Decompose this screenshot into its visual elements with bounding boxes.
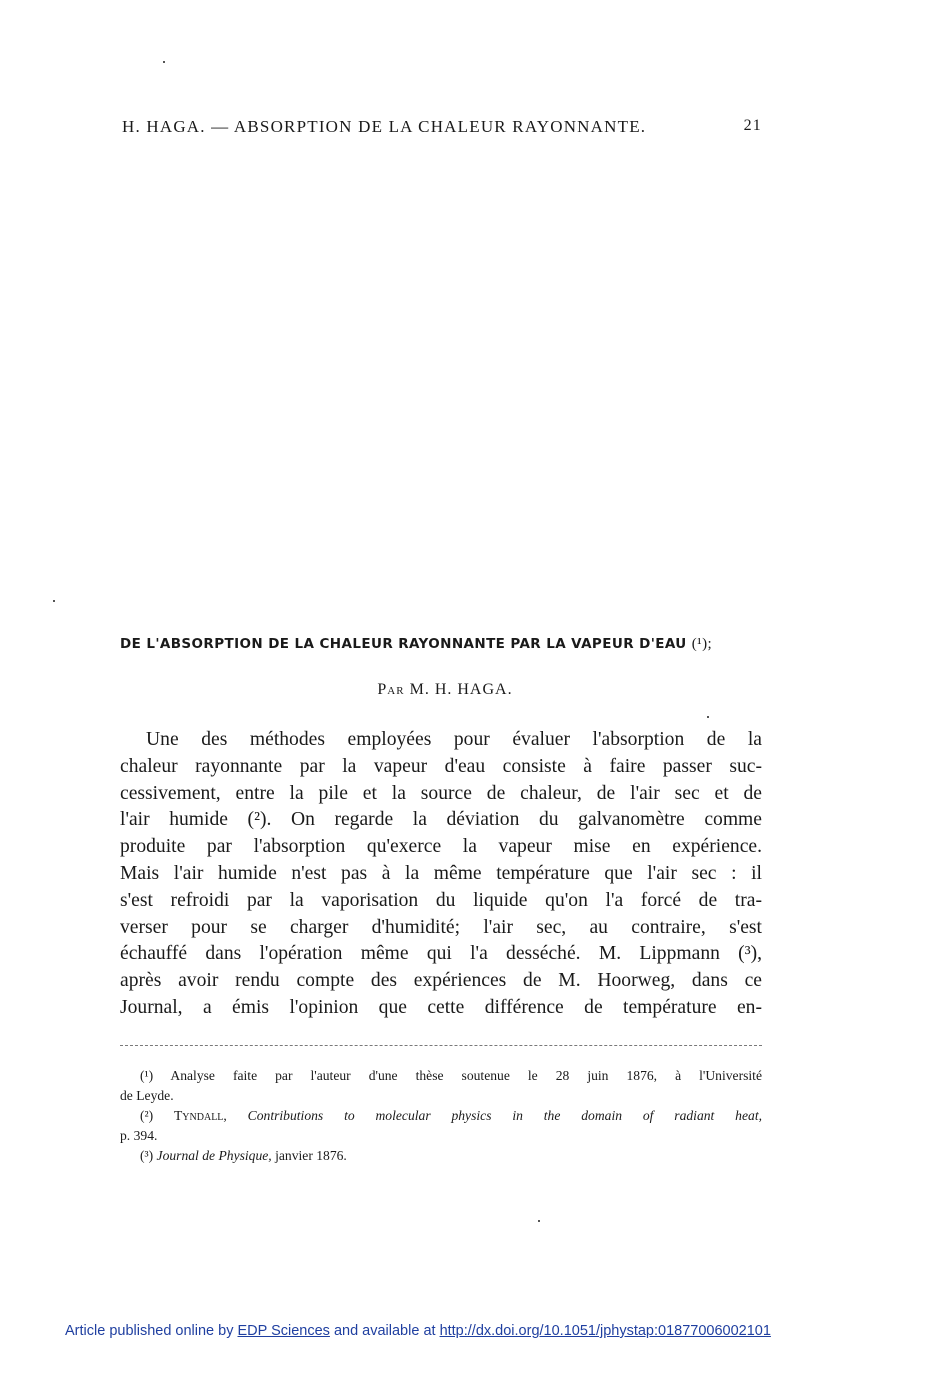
scan-speck xyxy=(538,1220,540,1222)
scan-speck xyxy=(707,716,709,718)
scan-speck xyxy=(53,600,55,602)
footnote-2-line-2: p. 394. xyxy=(120,1128,158,1143)
footnote-3 xyxy=(120,1146,762,1166)
article-title-text: DE L'ABSORPTION DE LA CHALEUR RAYONNANTE PAR LA VAPEUR D'EAU xyxy=(120,636,687,652)
footnotes xyxy=(120,1066,762,1166)
body-line: Une des méthodes employées pour évaluer l'absorption de la xyxy=(146,729,762,750)
body-line: échauffé dans l'opération même qui l'a desséché. M. Lippmann (³), xyxy=(120,943,762,965)
body-line: cessivement, entre la pile et la source de chaleur, de l'air sec et de xyxy=(120,782,762,804)
body-paragraph xyxy=(120,727,762,1022)
body-line: Mais l'air humide n'est pas à la même température que l'air sec : il xyxy=(120,862,762,884)
footnote-2-mark: (²) xyxy=(140,1108,154,1123)
body-line: chaleur rayonnante par la vapeur d'eau consiste à faire passer suc- xyxy=(120,755,762,777)
byline-author: M. H. HAGA. xyxy=(409,681,513,698)
footnote-2-title: Contributions to molecular physics in the domain of radiant heat, xyxy=(247,1108,762,1123)
footer-prefix: Article published online by xyxy=(65,1323,234,1339)
byline-prefix: Par xyxy=(377,681,405,698)
scan-speck xyxy=(163,61,165,63)
footnote-1-line-1: (¹) Analyse faite par l'auteur d'une thèse soutenue le 28 juin 1876, à l'Université xyxy=(140,1068,762,1083)
article-title xyxy=(120,636,780,653)
footnote-1 xyxy=(120,1066,762,1106)
body-line: produite par l'absorption qu'exerce la vapeur mise en expérience. xyxy=(120,836,762,858)
doi-link[interactable]: http://dx.doi.org/10.1051/jphystap:01877006002101 xyxy=(439,1323,771,1339)
footnote-3-title: Journal de Physique, xyxy=(156,1148,272,1163)
body-line: s'est refroidi par la vaporisation du liquide qu'on l'a forcé de tra- xyxy=(120,889,762,911)
footnote-3-mark: (³) xyxy=(140,1148,154,1163)
footer-middle: and available at xyxy=(333,1323,436,1339)
body-line: Journal, a émis l'opinion que cette différence de température en- xyxy=(120,996,762,1018)
publication-footer xyxy=(65,1323,925,1339)
body-line: après avoir rendu compte des expériences de M. Hoorweg, dans ce xyxy=(120,970,762,992)
running-head-title: H. HAGA. — ABSORPTION DE LA CHALEUR RAYONNANTE. xyxy=(122,117,647,136)
footnote-separator xyxy=(120,1045,762,1046)
page-number: 21 xyxy=(743,117,762,134)
body-line: l'air humide (²). On regarde la déviation du galvanomètre comme xyxy=(120,809,762,831)
running-head xyxy=(122,117,762,137)
body-line: verser pour se charger d'humidité; l'air sec, au contraire, s'est xyxy=(120,916,762,938)
footnote-3-date: janvier 1876. xyxy=(275,1148,347,1163)
footnote-2 xyxy=(120,1106,762,1146)
footnote-2-author: Tyndall, xyxy=(174,1108,227,1123)
footnote-1-line-2: de Leyde. xyxy=(120,1088,174,1103)
article-title-footnote-ref: (¹); xyxy=(691,636,713,652)
footnote-3-line-1 xyxy=(120,1146,762,1166)
footnote-2-line-1 xyxy=(120,1106,762,1126)
byline xyxy=(0,681,890,699)
publisher-link[interactable]: EDP Sciences xyxy=(237,1323,330,1339)
